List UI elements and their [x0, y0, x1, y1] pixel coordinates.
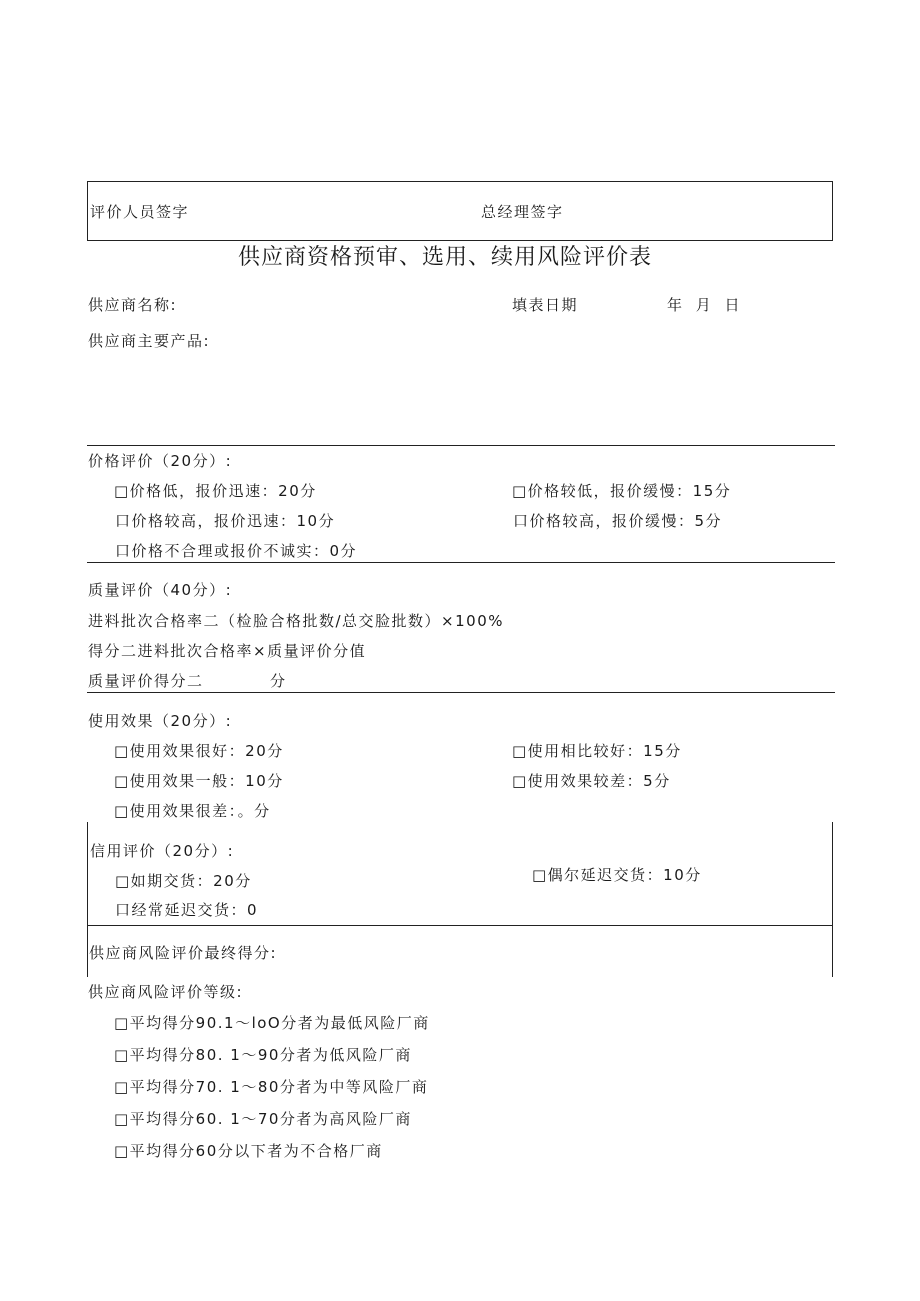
price-option[interactable]: 口价格较高，报价迅速：10分: [115, 512, 336, 530]
risk-grade-option[interactable]: □平均得分60分以下者为不合格厂商: [114, 1142, 383, 1160]
left-border-segment: [87, 822, 88, 977]
fill-date-label: 填表日期: [512, 296, 579, 314]
price-heading: 价格评价（20分）:: [88, 452, 233, 470]
usage-option[interactable]: □使用效果一般：10分: [114, 772, 284, 790]
risk-grade-label: 供应商风险评价等级:: [88, 983, 244, 1001]
risk-grade-option[interactable]: □平均得分90.1～loO分者为最低风险厂商: [114, 1014, 430, 1032]
quality-score-unit: 分: [270, 672, 287, 690]
credit-option[interactable]: 口经常延迟交货：0: [115, 901, 259, 919]
quality-formula-score: 得分二进料批次合格率×质量评价分值: [88, 642, 367, 660]
form-title: 供应商资格预审、选用、续用风险评价表: [238, 245, 653, 270]
supplier-name-label: 供应商名称:: [88, 296, 178, 314]
quality-formula-rate: 进料批次合格率二（检脸合格批数/总交脸批数）×100%: [88, 612, 505, 630]
price-option[interactable]: 口价格较高，报价缓慢：5分: [513, 512, 723, 530]
divider-usage: [87, 692, 835, 693]
price-option[interactable]: 口价格不合理或报价不诚实：0分: [115, 542, 358, 560]
quality-heading: 质量评价（40分）:: [88, 581, 233, 599]
risk-grade-option[interactable]: □平均得分80. 1～90分者为低风险厂商: [114, 1046, 412, 1064]
usage-option[interactable]: □使用效果较差：5分: [512, 772, 671, 790]
divider-final: [87, 925, 833, 926]
right-border-segment: [832, 822, 833, 977]
credit-heading: 信用评价（20分）:: [90, 842, 235, 860]
quality-score-label: 质量评价得分二: [88, 672, 204, 690]
credit-option[interactable]: □如期交货：20分: [115, 872, 252, 890]
usage-option[interactable]: □使用相比较好：15分: [512, 742, 682, 760]
price-option[interactable]: □价格较低，报价缓慢：15分: [512, 482, 732, 500]
evaluator-signature-label: 评价人员签字: [90, 203, 190, 221]
divider-quality: [87, 562, 835, 563]
risk-grade-option[interactable]: □平均得分60. 1～70分者为高风险厂商: [114, 1110, 412, 1128]
divider-price: [87, 445, 835, 446]
usage-option[interactable]: □使用效果很好：20分: [114, 742, 284, 760]
usage-heading: 使用效果（20分）:: [88, 712, 233, 730]
main-product-label: 供应商主要产品:: [88, 332, 211, 350]
date-units: 年 月 日: [667, 296, 742, 314]
final-score-label: 供应商风险评价最终得分:: [89, 944, 278, 962]
credit-option[interactable]: □偶尔延迟交货：10分: [532, 866, 702, 884]
risk-grade-option[interactable]: □平均得分70. 1～80分者为中等风险厂商: [114, 1078, 429, 1096]
manager-signature-label: 总经理签字: [481, 203, 564, 221]
signature-box: [87, 181, 833, 241]
price-option[interactable]: □价格低，报价迅速：20分: [114, 482, 317, 500]
usage-option[interactable]: □使用效果很差：。分: [114, 802, 271, 820]
